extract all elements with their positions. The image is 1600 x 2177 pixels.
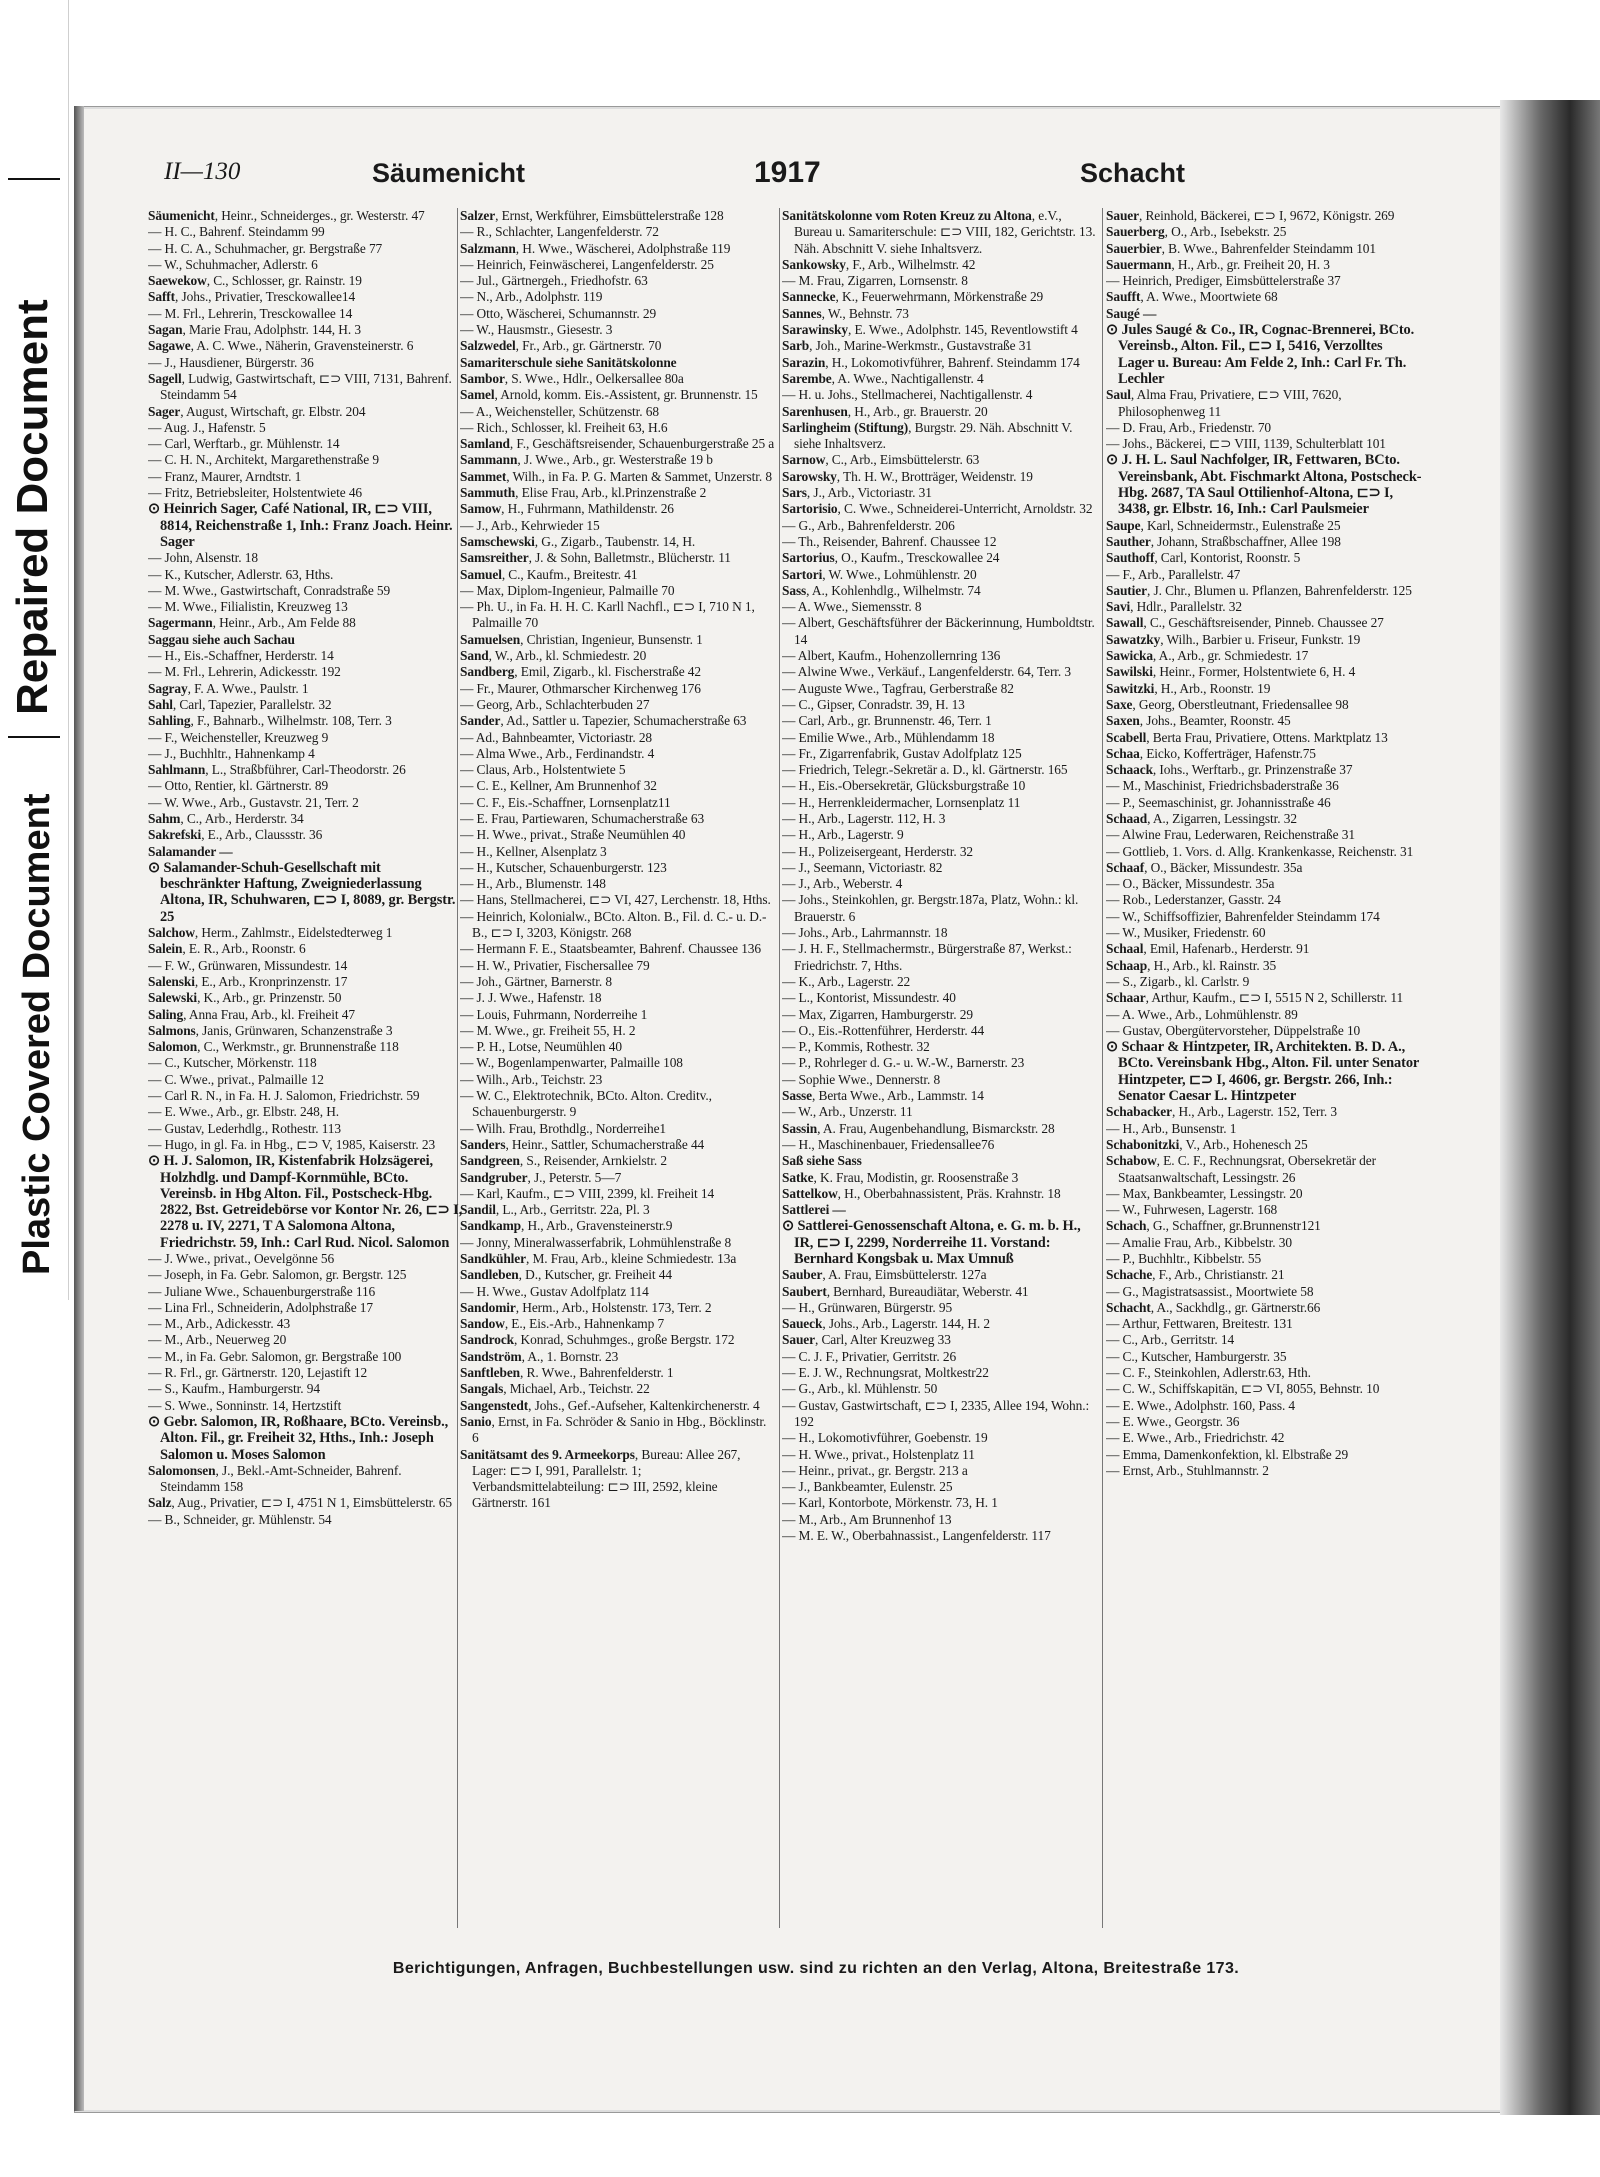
directory-entry: — Gottlieb, 1. Vors. d. Allg. Krankenkasse, Reichenstr. 31 (1106, 843, 1414, 859)
directory-entry: — Carl, Werftarb., gr. Mühlenstr. 14 (148, 436, 340, 452)
directory-entry: Sangenstedt, Johs., Gef.-Aufseher, Kaltenkirchenerstr. 4 (460, 1397, 760, 1413)
directory-entry: Sander, Ad., Sattler u. Tapezier, Schumacherstraße 63 (460, 713, 747, 729)
directory-entry: — E. J. W., Rechnungsrat, Moltkestr22 (782, 1365, 989, 1381)
directory-entry: Sartori, W. Wwe., Lohmühlenstr. 20 (782, 566, 977, 582)
directory-entry: — P. H., Lotse, Neumühlen 40 (460, 1039, 622, 1055)
directory-entry: — Alma Wwe., Arb., Ferdinandstr. 4 (460, 745, 655, 761)
directory-entry: — H., Lokomotivführer, Goebenstr. 19 (782, 1430, 988, 1446)
directory-entry: — J., Arb., Weberstr. 4 (782, 876, 903, 892)
directory-entry: Sangals, Michael, Arb., Teichstr. 22 (460, 1381, 650, 1397)
directory-entry: — N., Arb., Adolphstr. 119 (460, 289, 603, 305)
directory-entry: — R. Frl., gr. Gärtnerstr. 120, Lejastift 12 (148, 1365, 368, 1381)
directory-entry: Sasse, Berta Wwe., Arb., Lammstr. 14 (782, 1088, 984, 1104)
header-first-entry: Säumenicht (372, 158, 526, 188)
directory-entry: Schabow, E. C. F., Rechnungsrat, Obersekretär der Staatsanwaltschaft, Lessingstr. 26 (1106, 1153, 1376, 1185)
directory-entry: — Rich., Schlosser, kl. Freiheit 63, H.6 (460, 419, 668, 435)
directory-entry: — S., Zigarb., kl. Carlstr. 9 (1106, 973, 1250, 989)
directory-entry: Sandberg, Emil, Zigarb., kl. Fischerstraße 42 (460, 664, 701, 680)
directory-entry: Saueck, Johs., Arb., Lagerstr. 144, H. 2 (782, 1316, 991, 1332)
directory-entry: — Johs., Steinkohlen, gr. Bergstr.187a, Platz, Wohn.: kl. Brauerstr. 6 (782, 892, 1079, 924)
directory-entry: Sarazin, H., Lokomotivführer, Bahrenf. Steindamm 174 (782, 354, 1080, 370)
directory-entry: — Alwine Wwe., Verkäuf., Langenfelderstr. 64, Terr. 3 (782, 664, 1072, 680)
directory-entry: — R., Schlachter, Langenfelderstr. 72 (460, 224, 659, 240)
directory-entry: Schaaf, O., Bäcker, Missundestr. 35a (1106, 859, 1303, 875)
directory-entry: Sannes, W., Behnstr. 73 (782, 305, 909, 321)
directory-entry: — C. F., Eis.-Schaffner, Lornsenplatz11 (460, 794, 671, 810)
directory-entry: — Franz, Maurer, Arndtstr. 1 (148, 468, 302, 484)
repaired-document-label: Repaired Document (8, 299, 57, 715)
directory-entry: ⊙ Heinrich Sager, Café National, IR, ⊏⊃ VIII, 8814, Reichenstraße 1, Inh.: Franz Joach. Heinr. Sager (148, 501, 453, 550)
directory-entry: Sandström, A., 1. Bornstr. 23 (460, 1348, 619, 1364)
directory-entry: — Albert, Kaufm., Hohenzollernring 136 (782, 648, 1001, 664)
directory-entry: — Karl, Kontorbote, Mörkenstr. 73, H. 1 (782, 1495, 998, 1511)
directory-entry: Sassin, A. Frau, Augenbehandlung, Bismarckstr. 28 (782, 1120, 1055, 1136)
directory-entry: — S. Wwe., Sonninstr. 14, Hertzstift (148, 1397, 342, 1413)
directory-entry: — Hans, Stellmacherei, ⊏⊃ VI, 427, Lerchenstr. 18, Hths. (460, 892, 771, 908)
directory-entry: — Johs., Arb., Lahrmannstr. 18 (782, 925, 948, 941)
directory-entry: — M., in Fa. Gebr. Salomon, gr. Bergstraße 100 (148, 1348, 402, 1364)
directory-entry: — Wilh. Frau, Brothdlg., Norderreihe1 (460, 1120, 667, 1136)
directory-entry: ⊙ Gebr. Salomon, IR, Roßhaare, BCto. Vereinsb., Alton. Fil., gr. Freiheit 32, Hths., Inh.: Joseph Salomon u. Moses Salomon (148, 1413, 449, 1463)
directory-entry: — Johs., Bäckerei, ⊏⊃ VIII, 1139, Schulterblatt 101 (1106, 436, 1386, 452)
directory-entry: Salzwedel, Fr., Arb., gr. Gärtnerstr. 70 (460, 338, 662, 354)
directory-entry: — Jonny, Mineralwasserfabrik, Lohmühlenstraße 8 (460, 1234, 732, 1250)
directory-entry: — Heinrich, Prediger, Eimsbüttelerstraße 37 (1106, 273, 1341, 289)
directory-entry: Saufft, A. Wwe., Moortwiete 68 (1106, 289, 1278, 305)
directory-entry: — Carl, Arb., gr. Brunnenstr. 46, Terr. 1 (782, 713, 992, 729)
directory-entry: Saewekow, C., Schlosser, gr. Rainstr. 19 (148, 273, 362, 289)
directory-entry: — O., Eis.-Rottenführer, Herderstr. 44 (782, 1022, 985, 1038)
directory-entry: Sarb, Joh., Marine-Werkmstr., Gustavstraße 31 (782, 338, 1032, 354)
directory-entry: — Gustav, Obergütervorsteher, Düppelstraße 10 (1106, 1022, 1361, 1038)
header-year: 1917 (754, 156, 821, 189)
directory-entry: Sauermann, H., Arb., gr. Freiheit 20, H. 3 (1106, 256, 1330, 272)
directory-entry: — M. Wwe., Filialistin, Kreuzweg 13 (148, 599, 348, 615)
directory-entry: — H., Maschinenbauer, Friedensallee76 (782, 1136, 995, 1152)
directory-entry: — John, Alsenstr. 18 (148, 550, 258, 566)
page-header (158, 152, 1476, 196)
directory-entry: — Emma, Damenkonfektion, kl. Elbstraße 29 (1106, 1446, 1349, 1462)
directory-entry: — P., Rohrleger d. G.- u. W.-W., Barnerstr. 23 (782, 1055, 1025, 1071)
directory-entry: — H., Arb., Lagerstr. 9 (782, 827, 904, 843)
directory-entry: — Juliane Wwe., Schauenburgerstraße 116 (148, 1283, 376, 1299)
directory-entry: Schaap, H., Arb., kl. Rainstr. 35 (1106, 957, 1277, 973)
directory-entry: — Joh., Gärtner, Barnerstr. 8 (460, 973, 613, 989)
directory-entry: — C., Gipser, Conradstr. 39, H. 13 (782, 696, 965, 712)
directory-entry: Sartorisio, C. Wwe., Schneiderei-Unterricht, Arnoldstr. 32 (782, 501, 1093, 517)
directory-entry: Salzer, Ernst, Werkführer, Eimsbüttelerstraße 128 (460, 208, 724, 223)
directory-entry: — H., Herrenkleidermacher, Lornsenplatz 11 (782, 794, 1021, 810)
directory-entry: Sarlingheim (Stiftung), Burgstr. 29. Näh. Abschnitt V. siehe Inhaltsverz. (782, 419, 1073, 452)
directory-entry: Sagawe, A. C. Wwe., Näherin, Gravensteinerstr. 6 (148, 338, 414, 354)
directory-entry: Sagray, F. A. Wwe., Paulstr. 1 (148, 680, 309, 696)
directory-entry: — W., Arb., Unzerstr. 11 (782, 1104, 913, 1120)
directory-entry: — O., Bäcker, Missundestr. 35a (1106, 876, 1275, 892)
directory-entry: — H. C., Bahrenf. Steindamm 99 (148, 224, 325, 240)
directory-entry: — Hugo, in gl. Fa. in Hbg., ⊏⊃ V, 1985, Kaiserstr. 23 (148, 1136, 436, 1152)
directory-entry: Sauther, Johann, Straßbschaffner, Allee 198 (1106, 533, 1341, 549)
directory-entry: — G., Magistratsassist., Moortwiete 58 (1106, 1283, 1314, 1299)
directory-entry: Salzmann, H. Wwe., Wäscherei, Adolphstraße 119 (460, 240, 731, 256)
directory-entry: — M. Frl., Lehrerin, Adickesstr. 192 (148, 664, 341, 680)
directory-entry: — J., Buchhltr., Hahnenkamp 4 (148, 745, 315, 761)
directory-entry: Sauthoff, Carl, Kontorist, Roonstr. 5 (1106, 550, 1301, 566)
directory-entry: Sanitätskolonne vom Roten Kreuz zu Altona, e.V., Bureau u. Samariterschule: ⊏⊃ VIII, 182, Gerichtstr. 13. Näh. Abschnitt V. siehe Inhaltsverz. (782, 208, 1096, 256)
directory-entry: Schacht, A., Sackhdlg., gr. Gärtnerstr.66 (1106, 1299, 1321, 1315)
directory-entry: Savi, Hdlr., Parallelstr. 32 (1106, 599, 1242, 615)
directory-column-3 (782, 208, 1098, 1928)
directory-entry: Saupe, Karl, Schneidermstr., Eulenstraße 25 (1106, 517, 1341, 533)
directory-entry: Schaack, Iohs., Werftarb., gr. Prinzenstraße 37 (1106, 762, 1353, 778)
directory-entry: — C. Wwe., privat., Palmaille 12 (148, 1071, 324, 1087)
directory-entry: Schaa, Eicko, Kofferträger, Hafenstr.75 (1106, 745, 1316, 761)
directory-entry: Sanitätsamt des 9. Armeekorps, Bureau: Allee 267, Lager: ⊏⊃ I, 991, Parallelstr. 1; Verbandsmittelabteilung: ⊏⊃ III, 2592, kleine Gärtnerstr. 161 (460, 1446, 741, 1511)
directory-entry: Saling, Anna Frau, Arb., kl. Freiheit 47 (148, 1006, 355, 1022)
directory-entry: — Sophie Wwe., Dennerstr. 8 (782, 1071, 941, 1087)
directory-entry: Salenski, E., Arb., Kronprinzenstr. 17 (148, 973, 348, 989)
directory-entry: Sagan, Marie Frau, Adolphstr. 144, H. 3 (148, 322, 361, 338)
directory-entry: — J., Hausdiener, Bürgerstr. 36 (148, 354, 314, 370)
directory-entry: Salewski, K., Arb., gr. Prinzenstr. 50 (148, 990, 342, 1006)
directory-entry: — Max, Zigarren, Hamburgerstr. 29 (782, 1006, 973, 1022)
directory-entry: — C. F., Steinkohlen, Adlerstr.63, Hth. (1106, 1365, 1311, 1381)
directory-entry: — H., Arb., Lagerstr. 112, H. 3 (782, 810, 946, 826)
directory-entry: Sandkamp, H., Arb., Gravensteinerstr.9 (460, 1218, 673, 1234)
directory-entry: ⊙ Salamander-Schuh-Gesellschaft mit beschränkter Haftung, Zweigniederlassung Altona, IR, Schuhwaren, ⊏⊃ I, 8089, gr. Bergstr. 25 (148, 859, 456, 925)
directory-entry: Sannecke, K., Feuerwehrmann, Mörkenstraße 29 (782, 289, 1044, 305)
directory-entry: — P., Seemaschinist, gr. Johannisstraße 46 (1106, 794, 1331, 810)
directory-entry: — W., Fuhrwesen, Lagerstr. 168 (1106, 1202, 1278, 1218)
directory-entry: Saß siehe Sass (782, 1153, 862, 1169)
directory-entry: — Fritz, Betriebsleiter, Holstentwiete 46 (148, 485, 363, 501)
directory-entry: Sauerberg, O., Arb., Isebekstr. 25 (1106, 224, 1287, 240)
directory-entry: — Ernst, Arb., Stuhlmannstr. 2 (1106, 1462, 1269, 1478)
directory-entry: — E. Wwe., Adolphstr. 160, Pass. 4 (1106, 1397, 1296, 1413)
directory-entry: — W. Wwe., Arb., Gustavstr. 21, Terr. 2 (148, 794, 359, 810)
directory-entry: Sawilski, Heinr., Former, Holstentwiete 6, H. 4 (1106, 664, 1356, 680)
directory-entry: Sattlerei — (782, 1202, 846, 1218)
label-separator (8, 736, 60, 738)
directory-entry: — H. Wwe., privat., Holstenplatz 11 (782, 1446, 975, 1462)
directory-entry: Sahl, Carl, Tapezier, Parallelstr. 32 (148, 696, 332, 712)
directory-entry: Sankowsky, F., Arb., Wilhelmstr. 42 (782, 256, 976, 272)
directory-entry: — Claus, Arb., Holstentwiete 5 (460, 762, 626, 778)
page-number: II—130 (164, 158, 241, 185)
directory-entry: Salomon, C., Werkmstr., gr. Brunnenstraße 118 (148, 1039, 399, 1055)
directory-entry: — W., Schuhmacher, Adlerstr. 6 (148, 256, 318, 272)
directory-entry: — M. Wwe., Gastwirtschaft, Conradstraße 59 (148, 582, 391, 598)
directory-entry: Salamander — (148, 843, 233, 859)
directory-entry: — W., Hausmstr., Giesestr. 3 (460, 322, 613, 338)
directory-entry: Salomonsen, J., Bekl.-Amt-Schneider, Bahrenf. Steindamm 158 (148, 1462, 402, 1495)
directory-entry: Salmons, Janis, Grünwaren, Schanzenstraße 3 (148, 1022, 393, 1038)
directory-entry: — Albert, Geschäftsführer der Bäckerinnung, Humboldtstr. 14 (782, 615, 1095, 647)
directory-entry: Sand, W., Arb., kl. Schmiedestr. 20 (460, 648, 647, 664)
directory-entry: — J. Wwe., privat., Oevelgönne 56 (148, 1251, 335, 1266)
directory-entry: Sandgreen, S., Reisender, Arnkielstr. 2 (460, 1153, 667, 1169)
directory-entry: — A. Wwe., Arb., Lohmühlenstr. 89 (1106, 1006, 1298, 1022)
directory-entry: Schach, G., Schaffner, gr.Brunnenstr121 (1106, 1218, 1321, 1234)
directory-entry: — M., Maschinist, Friedrichsbaderstraße 36 (1106, 778, 1339, 794)
directory-entry: — M. Frl., Lehrerin, Tresckowallee 14 (148, 305, 353, 321)
directory-entry: Sars, J., Arb., Victoriastr. 31 (782, 485, 932, 501)
directory-entry: — H., Arb., Blumenstr. 148 (460, 876, 606, 892)
directory-entry: Sahlmann, L., Straßbführer, Carl-Theodorstr. 26 (148, 762, 406, 778)
directory-entry: ⊙ H. J. Salomon, IR, Kistenfabrik Holzsägerei, Holzhdlg. und Dampf-Kornmühle, BCto. Vereinsb. in Hbg Alton. Fil., Postscheck-Hbg. 2822, Bst. Getreidebörse vor Kontor Nr. 26, ⊏⊃ I, 2278 u. IV, 2271, T A Salomona Altona, Friedrichstr. 59, Inh.: Carl Rud. Nicol. Salomon (148, 1153, 463, 1251)
book-edge (1500, 100, 1600, 2115)
directory-entry: Saul, Alma Frau, Privatiere, ⊏⊃ VIII, 7620, Philosophenweg 11 (1106, 387, 1342, 419)
directory-entry: Sahm, C., Arb., Herderstr. 34 (148, 810, 304, 826)
directory-entry: — H., Eis.-Obersekretär, Glücksburgstraße 10 (782, 778, 1026, 794)
directory-entry: Samel, Arnold, komm. Eis.-Assistent, gr. Brunnenstr. 15 (460, 387, 758, 403)
directory-entry: — H. C. A., Schuhmacher, gr. Bergstraße 77 (148, 240, 383, 256)
directory-entry: — H. u. Johs., Stellmacherei, Nachtigallenstr. 4 (782, 387, 1033, 403)
directory-entry: — Joseph, in Fa. Gebr. Salomon, gr. Bergstr. 125 (148, 1267, 407, 1283)
directory-entry: — Heinrich, Feinwäscherei, Langenfelderstr. 25 (460, 256, 714, 272)
directory-entry: — Otto, Wäscherei, Schumannstr. 29 (460, 305, 657, 321)
directory-entry: Schache, F., Arb., Christianstr. 21 (1106, 1267, 1285, 1283)
directory-entry: — S., Kaufm., Hamburgerstr. 94 (148, 1381, 320, 1397)
directory-entry: Sarowsky, Th. H. W., Brotträger, Weidenstr. 19 (782, 468, 1033, 484)
directory-entry: — F., Arb., Parallelstr. 47 (1106, 566, 1241, 582)
directory-entry: — A., Weichensteller, Schützenstr. 68 (460, 403, 659, 419)
plastic-covered-label: Plastic Covered Document (16, 793, 58, 1275)
directory-entry: Sammet, Wilh., in Fa. P. G. Marten & Sammet, Unzerstr. 8 (460, 468, 772, 484)
directory-entry: — C., Arb., Gerritstr. 14 (1106, 1332, 1235, 1348)
directory-entry: Sawatzky, Wilh., Barbier u. Friseur, Funkstr. 19 (1106, 631, 1361, 647)
directory-entry: Sartorius, O., Kaufm., Tresckowallee 24 (782, 550, 1000, 566)
directory-entry: Sauer, Reinhold, Bäckerei, ⊏⊃ I, 9672, Königstr. 269 (1106, 208, 1395, 223)
directory-entry: Samschewski, G., Zigarb., Taubenstr. 14, H. (460, 533, 696, 549)
directory-column-1 (148, 208, 464, 1928)
directory-entry: — H., Polizeisergeant, Herderstr. 32 (782, 843, 974, 859)
directory-entry: — M. Frau, Zigarren, Lornsenstr. 8 (782, 273, 968, 289)
directory-entry: — A. Wwe., Siemensstr. 8 (782, 599, 922, 615)
directory-entry: Sauber, A. Frau, Eimsbüttelerstr. 127a (782, 1267, 987, 1283)
directory-entry: ⊙ Schaar & Hintzpeter, IR, Architekten. B. D. A., BCto. Vereinsbank Hbg., Alton. Fil. unter Senator Hintzpeter, ⊏⊃ I, 4606, gr. Bergstr. 266, Inh.: Senator Caesar L. Hintzpeter (1106, 1039, 1419, 1105)
directory-entry: — Otto, Rentier, kl. Gärtnerstr. 89 (148, 778, 329, 794)
directory-entry: Schaar, Arthur, Kaufm., ⊏⊃ I, 5515 N 2, Schillerstr. 11 (1106, 990, 1404, 1006)
directory-entry: — Hermann F. E., Staatsbeamter, Bahrenf. Chaussee 136 (460, 941, 761, 957)
directory-entry: — Emilie Wwe., Arb., Mühlendamm 18 (782, 729, 995, 745)
directory-entry: Scabell, Berta Frau, Privatiere, Ottens. Marktplatz 13 (1106, 729, 1388, 745)
directory-entry: — M., Arb., Am Brunnenhof 13 (782, 1511, 952, 1527)
column-rule (779, 208, 780, 1928)
directory-entry: — C., Kutscher, Mörkenstr. 118 (148, 1055, 317, 1071)
directory-entry: — Fr., Maurer, Othmarscher Kirchenweg 176 (460, 680, 701, 696)
directory-entry: — Jul., Gärtnergeh., Friedhofstr. 63 (460, 273, 648, 289)
directory-entry: Samuelsen, Christian, Ingenieur, Bunsenstr. 1 (460, 631, 703, 647)
directory-entry: — H., Arb., Bunsenstr. 1 (1106, 1120, 1237, 1136)
directory-entry: Sauerbier, B. Wwe., Bahrenfelder Steindamm 101 (1106, 240, 1376, 256)
directory-entry: Sarenhusen, H., Arb., gr. Brauerstr. 20 (782, 403, 988, 419)
directory-entry: — K., Kutscher, Adlerstr. 63, Hths. (148, 566, 334, 582)
directory-entry: — C. H. N., Architekt, Margarethenstraße 9 (148, 452, 379, 468)
directory-entry: — G., Arb., Bahrenfelderstr. 206 (782, 517, 955, 533)
directory-entry: — Georg, Arb., Schlachterbuden 27 (460, 696, 650, 712)
directory-entry: Sanftleben, R. Wwe., Bahrenfelderstr. 1 (460, 1365, 674, 1381)
directory-entry: Sandkühler, M. Frau, Arb., kleine Schmiedestr. 13a (460, 1251, 737, 1266)
directory-entry: Sambor, S. Wwe., Hdlr., Oelkersallee 80a (460, 370, 684, 386)
directory-entry: — F., Weichensteller, Kreuzweg 9 (148, 729, 329, 745)
directory-entry: — J., Bankbeamter, Eulenstr. 25 (782, 1479, 953, 1495)
directory-entry: Sarnow, C., Arb., Eimsbüttelerstr. 63 (782, 452, 980, 468)
directory-entry: — H., Grünwaren, Bürgerstr. 95 (782, 1299, 953, 1315)
directory-entry: — P., Kommis, Rothestr. 32 (782, 1039, 930, 1055)
directory-entry: Schaal, Emil, Hafenarb., Herderstr. 91 (1106, 941, 1310, 957)
directory-entry: — M., Arb., Neuerweg 20 (148, 1332, 287, 1348)
directory-entry: — G., Arb., kl. Mühlenstr. 50 (782, 1381, 938, 1397)
directory-entry: Sattelkow, H., Oberbahnassistent, Präs. Krahnstr. 18 (782, 1185, 1061, 1201)
directory-entry: Satke, K. Frau, Modistin, gr. Roosenstraße 3 (782, 1169, 1019, 1185)
directory-entry: Säumenicht, Heinr., Schneiderges., gr. Westerstr. 47 (148, 208, 425, 223)
directory-entry: — M., Arb., Adickesstr. 43 (148, 1316, 291, 1332)
directory-entry: Salz, Aug., Privatier, ⊏⊃ I, 4751 N 1, Eimsbüttelerstr. 65 (148, 1495, 452, 1511)
directory-entry: Sandow, E., Eis.-Arb., Hahnenkamp 7 (460, 1316, 665, 1332)
directory-entry: Sager, August, Wirtschaft, gr. Elbstr. 204 (148, 403, 366, 419)
directory-entry: Sagell, Ludwig, Gastwirtschaft, ⊏⊃ VIII, 7131, Bahrenf. Steindamm 54 (148, 370, 452, 403)
directory-entry: — W. C., Elektrotechnik, BCto. Alton. Creditv., Schauenburgerstr. 9 (460, 1088, 712, 1120)
directory-entry: Saggau siehe auch Sachau (148, 631, 295, 647)
page-gutter-shadow (74, 106, 84, 2111)
directory-column-2 (460, 208, 776, 1928)
directory-entry: Sass, A., Kohlenhdlg., Wilhelmstr. 74 (782, 582, 981, 598)
directory-entry: — J., Arb., Kehrwieder 15 (460, 517, 600, 533)
directory-entry: Sammuth, Elise Frau, Arb., kl.Prinzenstraße 2 (460, 485, 707, 501)
directory-entry: — Max, Diplom-Ingenieur, Palmaille 70 (460, 582, 675, 598)
directory-entry: Sagermann, Heinr., Arb., Am Felde 88 (148, 615, 356, 631)
directory-entry: Saubert, Bernhard, Bureaudiätar, Weberstr. 41 (782, 1283, 1029, 1299)
directory-entry: Salein, E. R., Arb., Roonstr. 6 (148, 941, 306, 957)
directory-entry: Sauer, Carl, Alter Kreuzweg 33 (782, 1332, 951, 1348)
directory-entry: Saugé — (1106, 305, 1157, 321)
side-label-strip (0, 0, 69, 1300)
directory-entry: Sawicka, A., Arb., gr. Schmiedestr. 17 (1106, 648, 1309, 664)
directory-entry: Sawall, C., Geschäftsreisender, Pinneb. Chaussee 27 (1106, 615, 1384, 631)
directory-entry: — Th., Reisender, Bahrenf. Chaussee 12 (782, 533, 997, 549)
directory-entry: Samsreither, J. & Sohn, Balletmstr., Blücherstr. 11 (460, 550, 731, 566)
directory-entry: Schabonitzki, V., Arb., Hohenesch 25 (1106, 1136, 1308, 1152)
directory-entry: — W., Bogenlampenwarter, Palmaille 108 (460, 1055, 683, 1071)
directory-entry: Samland, F., Geschäftsreisender, Schauenburgerstraße 25 a (460, 436, 775, 452)
directory-entry: ⊙ Jules Saugé & Co., IR, Cognac-Brennerei, BCto. Vereinsb., Alton. Fil., ⊏⊃ I, 5416, Verzolltes Lager u. Bureau: Am Felde 2, Inh.: Carl Fr. Th. Lechler (1106, 322, 1415, 387)
directory-entry: Samow, H., Fuhrmann, Mathildenstr. 26 (460, 501, 674, 517)
directory-entry: — H., Kellner, Alsenplatz 3 (460, 843, 607, 859)
directory-entry: Sandomir, Herm., Arb., Holstenstr. 173, Terr. 2 (460, 1299, 712, 1315)
directory-entry: — W., Schiffsoffizier, Bahrenfelder Steindamm 174 (1106, 908, 1380, 924)
directory-entry: — Gustav, Lederhdlg., Rothestr. 113 (148, 1120, 341, 1136)
directory-entry: Sakrefski, E., Arb., Claussstr. 36 (148, 827, 323, 843)
directory-entry: — W., Musiker, Friedenstr. 60 (1106, 925, 1266, 941)
directory-entry: Sandrock, Konrad, Schuhmges., große Bergstr. 172 (460, 1332, 735, 1348)
directory-entry: — Alwine Frau, Lederwaren, Reichenstraße 31 (1106, 827, 1355, 843)
directory-entry: — J. H. F., Stellmachermstr., Bürgerstraße 87, Werkst.: Friedrichstr. 7, Hths. (782, 941, 1072, 973)
directory-entry: — M. Wwe., gr. Freiheit 55, H. 2 (460, 1022, 636, 1038)
directory-entry: Samuel, C., Kaufm., Breitestr. 41 (460, 566, 638, 582)
directory-entry: Schaad, A., Zigarren, Lessingstr. 32 (1106, 810, 1297, 826)
directory-entry: — C., Kutscher, Hamburgerstr. 35 (1106, 1348, 1287, 1364)
directory-entry: — J., Seemann, Victoriastr. 82 (782, 859, 943, 875)
directory-entry: — F. W., Grünwaren, Missundestr. 14 (148, 957, 348, 973)
directory-column-4 (1106, 208, 1422, 1928)
directory-entry: Sandgruber, J., Peterstr. 5—7 (460, 1169, 622, 1185)
directory-entry: — Aug. J., Hafenstr. 5 (148, 419, 266, 435)
directory-entry: Sandleben, D., Kutscher, gr. Freiheit 44 (460, 1267, 672, 1283)
label-separator (8, 178, 60, 180)
directory-entry: — Wilh., Arb., Teichstr. 23 (460, 1071, 603, 1087)
directory-entry: Sarembe, A. Wwe., Nachtigallenstr. 4 (782, 370, 984, 386)
publisher-footer: Berichtigungen, Anfragen, Buchbestellungen usw. sind zu richten an den Verlag, Altona, Breitestraße 173. (392, 1960, 1240, 1977)
directory-entry: Safft, Johs., Privatier, Tresckowallee14 (148, 289, 356, 305)
directory-entry: — E. Wwe., Georgstr. 36 (1106, 1413, 1240, 1429)
header-last-entry: Schacht (1080, 158, 1186, 188)
directory-entry: Sanders, Heinr., Sattler, Schumacherstraße 44 (460, 1136, 705, 1152)
directory-entry: Sautier, J. Chr., Blumen u. Pflanzen, Bahrenfelderstr. 125 (1106, 582, 1412, 598)
directory-entry: — E. Wwe., Arb., gr. Elbstr. 248, H. (148, 1104, 340, 1120)
directory-entry: — E. Frau, Partiewaren, Schumacherstraße 63 (460, 810, 705, 826)
directory-entry: — H. W., Privatier, Fischersallee 79 (460, 957, 650, 973)
directory-entry: — L., Kontorist, Missundestr. 40 (782, 990, 956, 1006)
column-rule (1102, 208, 1103, 1928)
directory-entry: — Karl, Kaufm., ⊏⊃ VIII, 2399, kl. Freiheit 14 (460, 1185, 715, 1201)
directory-entry: — M. E. W., Oberbahnassist., Langenfelderstr. 117 (782, 1528, 1051, 1544)
directory-entry: — J. J. Wwe., Hafenstr. 18 (460, 990, 602, 1006)
directory-entry: — H., Eis.-Schaffner, Herderstr. 14 (148, 648, 334, 664)
directory-entry: Sanio, Ernst, in Fa. Schröder & Sanio in Hbg., Böcklinstr. 6 (460, 1413, 767, 1446)
directory-entry: ⊙ Sattlerei-Genossenschaft Altona, e. G. m. b. H., IR, ⊏⊃ I, 2299, Norderreihe 11. Vorstand: Bernhard Kongsbak u. Max Umnuß (782, 1218, 1081, 1267)
directory-entry: — Rob., Lederstanzer, Gasstr. 24 (1106, 892, 1281, 908)
directory-entry: Samariterschule siehe Sanitätskolonne (460, 354, 677, 370)
directory-entry: — Heinrich, Kolonialw., BCto. Alton. B., Fil. d. C.- u. D.-B., ⊏⊃ I, 3203, Königstr. 268 (460, 908, 767, 941)
directory-entry: — Carl R. N., in Fa. H. J. Salomon, Friedrichstr. 59 (148, 1088, 420, 1104)
directory-entry: — D. Frau, Arb., Friedenstr. 70 (1106, 419, 1272, 435)
directory-entry: — C. J. F., Privatier, Gerritstr. 26 (782, 1348, 957, 1364)
directory-entry: — Max, Bankbeamter, Lessingstr. 20 (1106, 1185, 1303, 1201)
directory-entry: — P., Buchhltr., Kibbelstr. 55 (1106, 1251, 1262, 1266)
directory-entry: — Auguste Wwe., Tagfrau, Gerberstraße 82 (782, 680, 1014, 696)
directory-entry: Salchow, Herm., Zahlmstr., Eidelstedterweg 1 (148, 925, 393, 941)
directory-entry: Saxen, Johs., Beamter, Roonstr. 45 (1106, 713, 1291, 729)
directory-entry: — C. E., Kellner, Am Brunnenhof 32 (460, 778, 657, 794)
directory-entry: — Louis, Fuhrmann, Norderreihe 1 (460, 1006, 648, 1022)
directory-entry: Saxe, Georg, Oberstleutnant, Friedensallee 98 (1106, 696, 1349, 712)
directory-entry: — Arthur, Fettwaren, Breitestr. 131 (1106, 1316, 1293, 1332)
directory-entry: — Friedrich, Telegr.-Sekretär a. D., kl. Gärtnerstr. 165 (782, 762, 1068, 778)
directory-entry: ⊙ J. H. L. Saul Nachfolger, IR, Fettwaren, BCto. Vereinsbank, Abt. Fischmarkt Altona, Postscheck-Hbg. 2687, TA Saul Ottilienhof-Altona, ⊏⊃ I, 3438, gr. Elbstr. 16, Inh.: Carl Paulsmeier (1106, 452, 1422, 518)
directory-entry: — Ad., Bahnbeamter, Victoriastr. 28 (460, 729, 653, 745)
directory-entry: Sawitzki, H., Arb., Roonstr. 19 (1106, 680, 1271, 696)
directory-entry: — Fr., Zigarrenfabrik, Gustav Adolfplatz 125 (782, 745, 1022, 761)
directory-entry: — Heinr., privat., gr. Bergstr. 213 a (782, 1462, 968, 1478)
directory-entry: — E. Wwe., Arb., Friedrichstr. 42 (1106, 1430, 1285, 1446)
directory-entry: — B., Schneider, gr. Mühlenstr. 54 (148, 1511, 332, 1527)
directory-entry: — Amalie Frau, Arb., Kibbelstr. 30 (1106, 1234, 1292, 1250)
directory-entry: Sahling, F., Bahnarb., Wilhelmstr. 108, Terr. 3 (148, 713, 392, 729)
directory-entry: Schabacker, H., Arb., Lagerstr. 152, Terr. 3 (1106, 1104, 1337, 1120)
directory-entry: — H. Wwe., Gustav Adolfplatz 114 (460, 1283, 649, 1299)
directory-entry: — Ph. U., in Fa. H. H. C. Karll Nachfl., ⊏⊃ I, 710 N 1, Palmaille 70 (460, 599, 755, 631)
directory-entry: Sarawinsky, E. Wwe., Adolphstr. 145, Reventlowstift 4 (782, 322, 1078, 338)
directory-entry: — Gustav, Gastwirtschaft, ⊏⊃ I, 2335, Allee 194, Wohn.: 192 (782, 1397, 1090, 1429)
directory-entry: — K., Arb., Lagerstr. 22 (782, 973, 911, 989)
directory-entry: — H., Kutscher, Schauenburgerstr. 123 (460, 859, 667, 875)
directory-entry: — H. Wwe., privat., Straße Neumühlen 40 (460, 827, 686, 843)
directory-entry: Sammann, J. Wwe., Arb., gr. Westerstraße 19 b (460, 452, 713, 468)
directory-entry: — Lina Frl., Schneiderin, Adolphstraße 17 (148, 1299, 373, 1315)
directory-entry: Sandil, L., Arb., Gerritstr. 22a, Pl. 3 (460, 1202, 650, 1218)
directory-entry: — C. W., Schiffskapitän, ⊏⊃ VI, 8055, Behnstr. 10 (1106, 1381, 1380, 1397)
